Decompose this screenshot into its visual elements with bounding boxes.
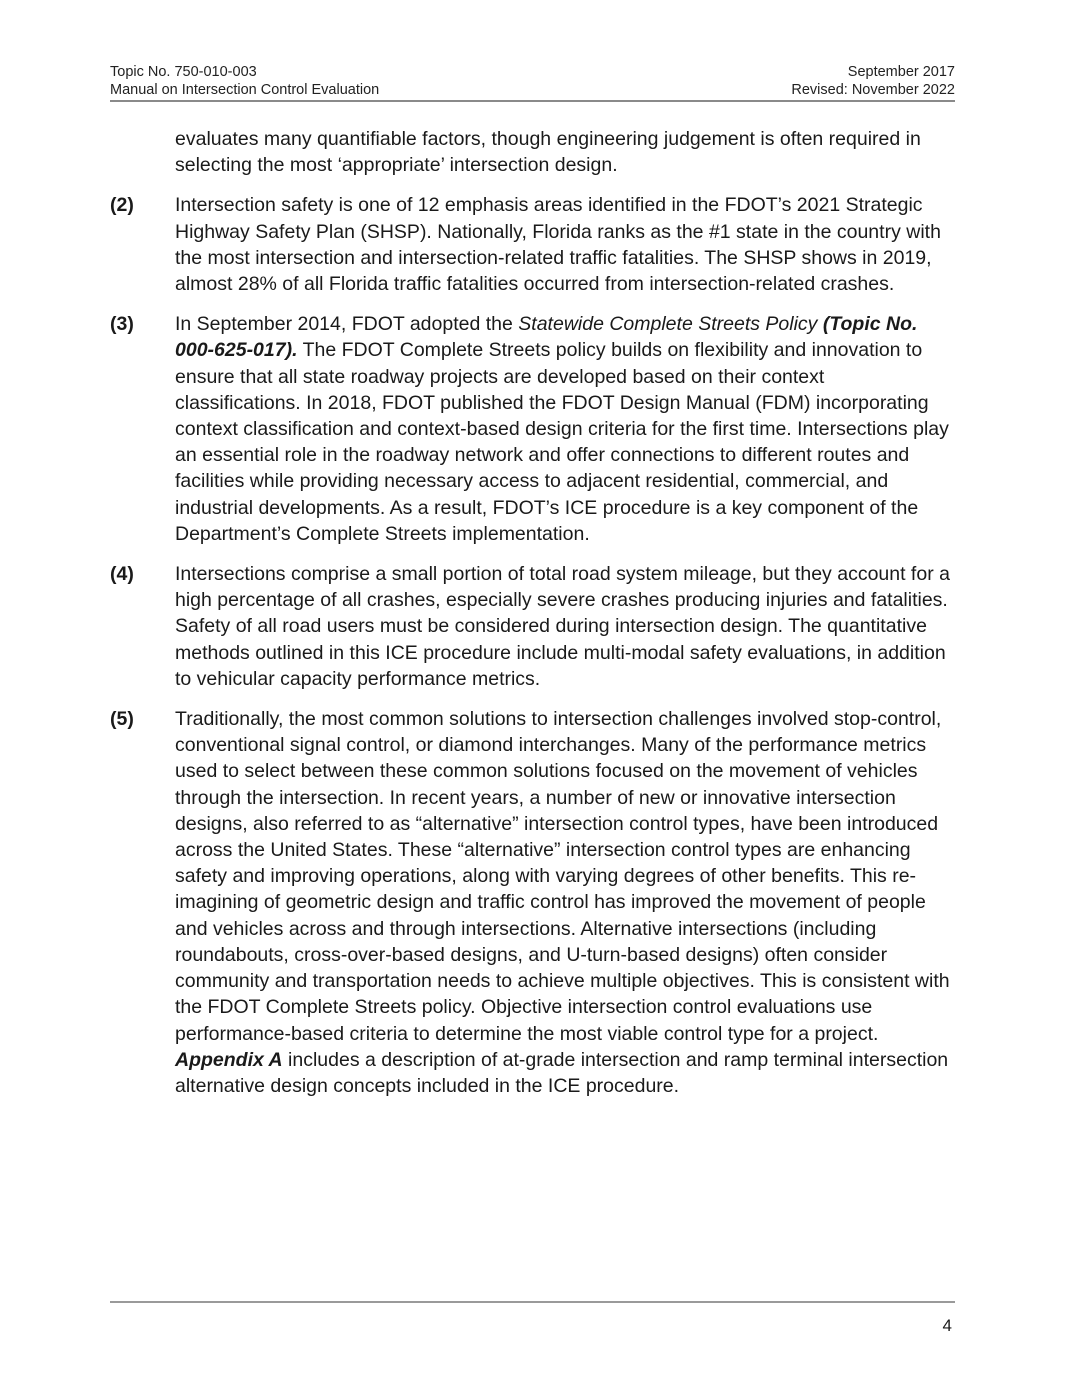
issue-date: September 2017 <box>847 64 955 80</box>
header-left <box>110 63 379 99</box>
page-number: 4 <box>942 1316 952 1335</box>
paragraph-2 <box>110 192 952 297</box>
paragraph-text: Traditionally, the most common solutions to intersection challenges involved stop-control, conventional signal control, or diamond interchanges. Many of the performance metrics used to select between these common solutions focused on the movement of vehicles through the intersection. In recent years, a number of new or innovative intersection designs, also referred to as “alternative” intersection control types, have been introduced across the United States. These “alternative” intersection control types are enhancing safety and improving operations, along with varying degrees of other benefits. This re-imagining of geometric design and traffic control has improved the movement of people and vehicles across and through intersections. Alternative intersections (including roundabouts, cross-over-based designs, and U-turn-based designs) often consider community and transportation needs to achieve multiple objectives. This is consistent with the FDOT Complete Streets policy. Objective intersection control evaluations use performance-based criteria to determine the most viable control type for a project. <box>175 708 950 1045</box>
paragraph-text: Intersection safety is one of 12 emphasis areas identified in the FDOT’s 2021 Strategic Highway Safety Plan (SHSP). Nationally, Florida ranks as the #1 state in the country with the most intersection and intersection-related traffic fatalities. The SHSP shows in 2019, almost 28% of all Florida traffic fatalities occurred from intersection-related crashes. <box>175 194 941 296</box>
paragraph-number: (2) <box>110 194 134 217</box>
paragraph-intro-continuation <box>110 126 952 178</box>
policy-title: Statewide Complete Streets Policy <box>518 313 818 336</box>
revised-date: Revised: November 2022 <box>791 82 955 98</box>
paragraph-number: (3) <box>110 313 134 336</box>
paragraph-text: Intersections comprise a small portion of total road system mileage, but they account for a high percentage of all crashes, especially severe crashes producing injuries and fatalities. Safety of all road users must be considered during intersection design. The quantitative methods outlined in this ICE procedure include multi-modal safety evaluations, in addition to vehicular capacity performance metrics. <box>175 563 950 690</box>
paragraph-4 <box>110 561 952 692</box>
appendix-reference: Appendix A <box>175 1048 283 1071</box>
topic-reference: (Topic No. 000-625-017). <box>175 313 918 362</box>
paragraph-number: (4) <box>110 563 134 586</box>
footer-divider <box>110 1301 955 1303</box>
header-right <box>791 63 955 99</box>
paragraph-text: The FDOT Complete Streets policy builds on flexibility and innovation to ensure that all state roadway projects are developed based on their context classifications. In 2018, FDOT published the FDOT Design Manual (FDM) incorporating context classification and context-based design criteria for the first time. Intersections play an essential role in the roadway network and offer connections to different routes and facilities while providing necessary access to adjacent residential, commercial, and industrial developments. As a result, FDOT’s ICE procedure is a key component of the Department’s Complete Streets implementation. <box>175 339 949 545</box>
paragraph-text-lead: In September 2014, FDOT adopted the <box>175 313 519 336</box>
header-divider <box>110 100 955 102</box>
paragraph-text-tail: includes a description of at-grade intersection and ramp terminal intersection alternative design concepts included in the ICE procedure. <box>175 1048 949 1097</box>
topic-number: Topic No. 750-010-003 <box>110 64 257 80</box>
paragraph-3 <box>110 311 952 547</box>
document-body <box>110 126 952 1113</box>
paragraph-5 <box>110 706 952 1099</box>
paragraph-text: evaluates many quantifiable factors, though engineering judgement is often required in selecting the most ‘appropriate’ intersection design. <box>175 128 921 177</box>
paragraph-number: (5) <box>110 708 134 731</box>
manual-title: Manual on Intersection Control Evaluation <box>110 82 380 98</box>
